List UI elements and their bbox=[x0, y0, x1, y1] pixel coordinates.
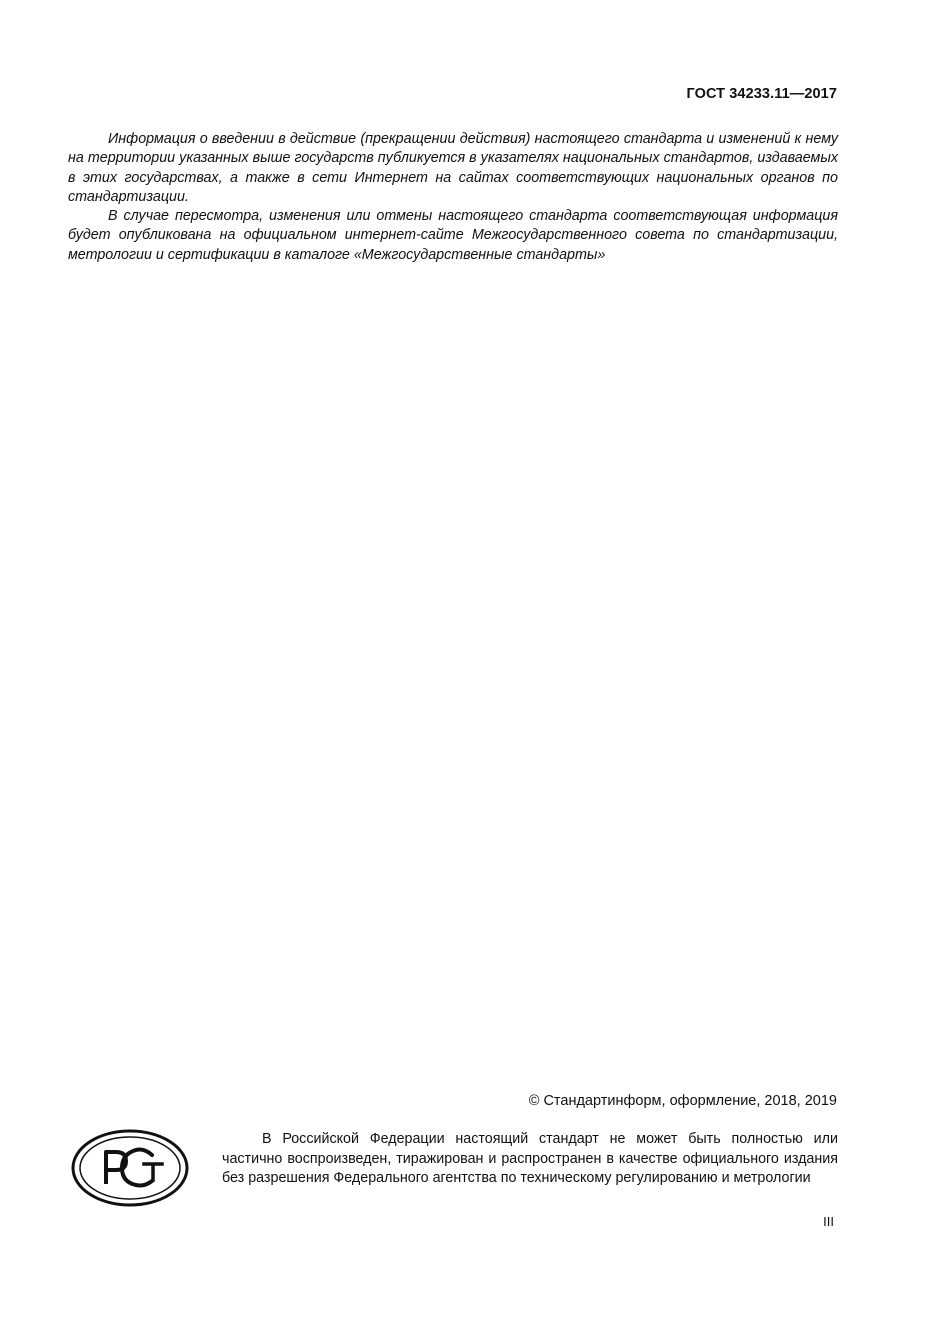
document-code: ГОСТ 34233.11—2017 bbox=[686, 86, 837, 102]
copyright-line: © Стандартинформ, оформление, 2018, 2019 bbox=[528, 1093, 837, 1109]
paragraph-info: Информация о введении в действие (прекращении действия) настоящего стандарта и изменений к нему на территории указанных выше государств публикуется в указателях национальных стандартов, издаваемых в этих государствах, а также в сети Интернет на сайтах соответствующих национальных органов по стандартизации. bbox=[68, 131, 838, 205]
reproduction-notice: В Российской Федерации настоящий стандарт не может быть полностью или частично воспроизведен, тиражирован и распространен в качестве официального издания без разрешения Федерального агентства по техническому регулированию и метрологии bbox=[222, 1131, 838, 1186]
paragraph-revision: В случае пересмотра, изменения или отмены настоящего стандарта соответствующая информация будет опубликована на официальном интернет-сайте Межгосударственного совета по стандартизации, метрологии и сертификации в каталоге «Межгосударственные стандарты» bbox=[68, 208, 838, 263]
body-text bbox=[68, 130, 838, 265]
rst-logo-icon bbox=[70, 1128, 190, 1208]
page-number: III bbox=[823, 1214, 834, 1229]
